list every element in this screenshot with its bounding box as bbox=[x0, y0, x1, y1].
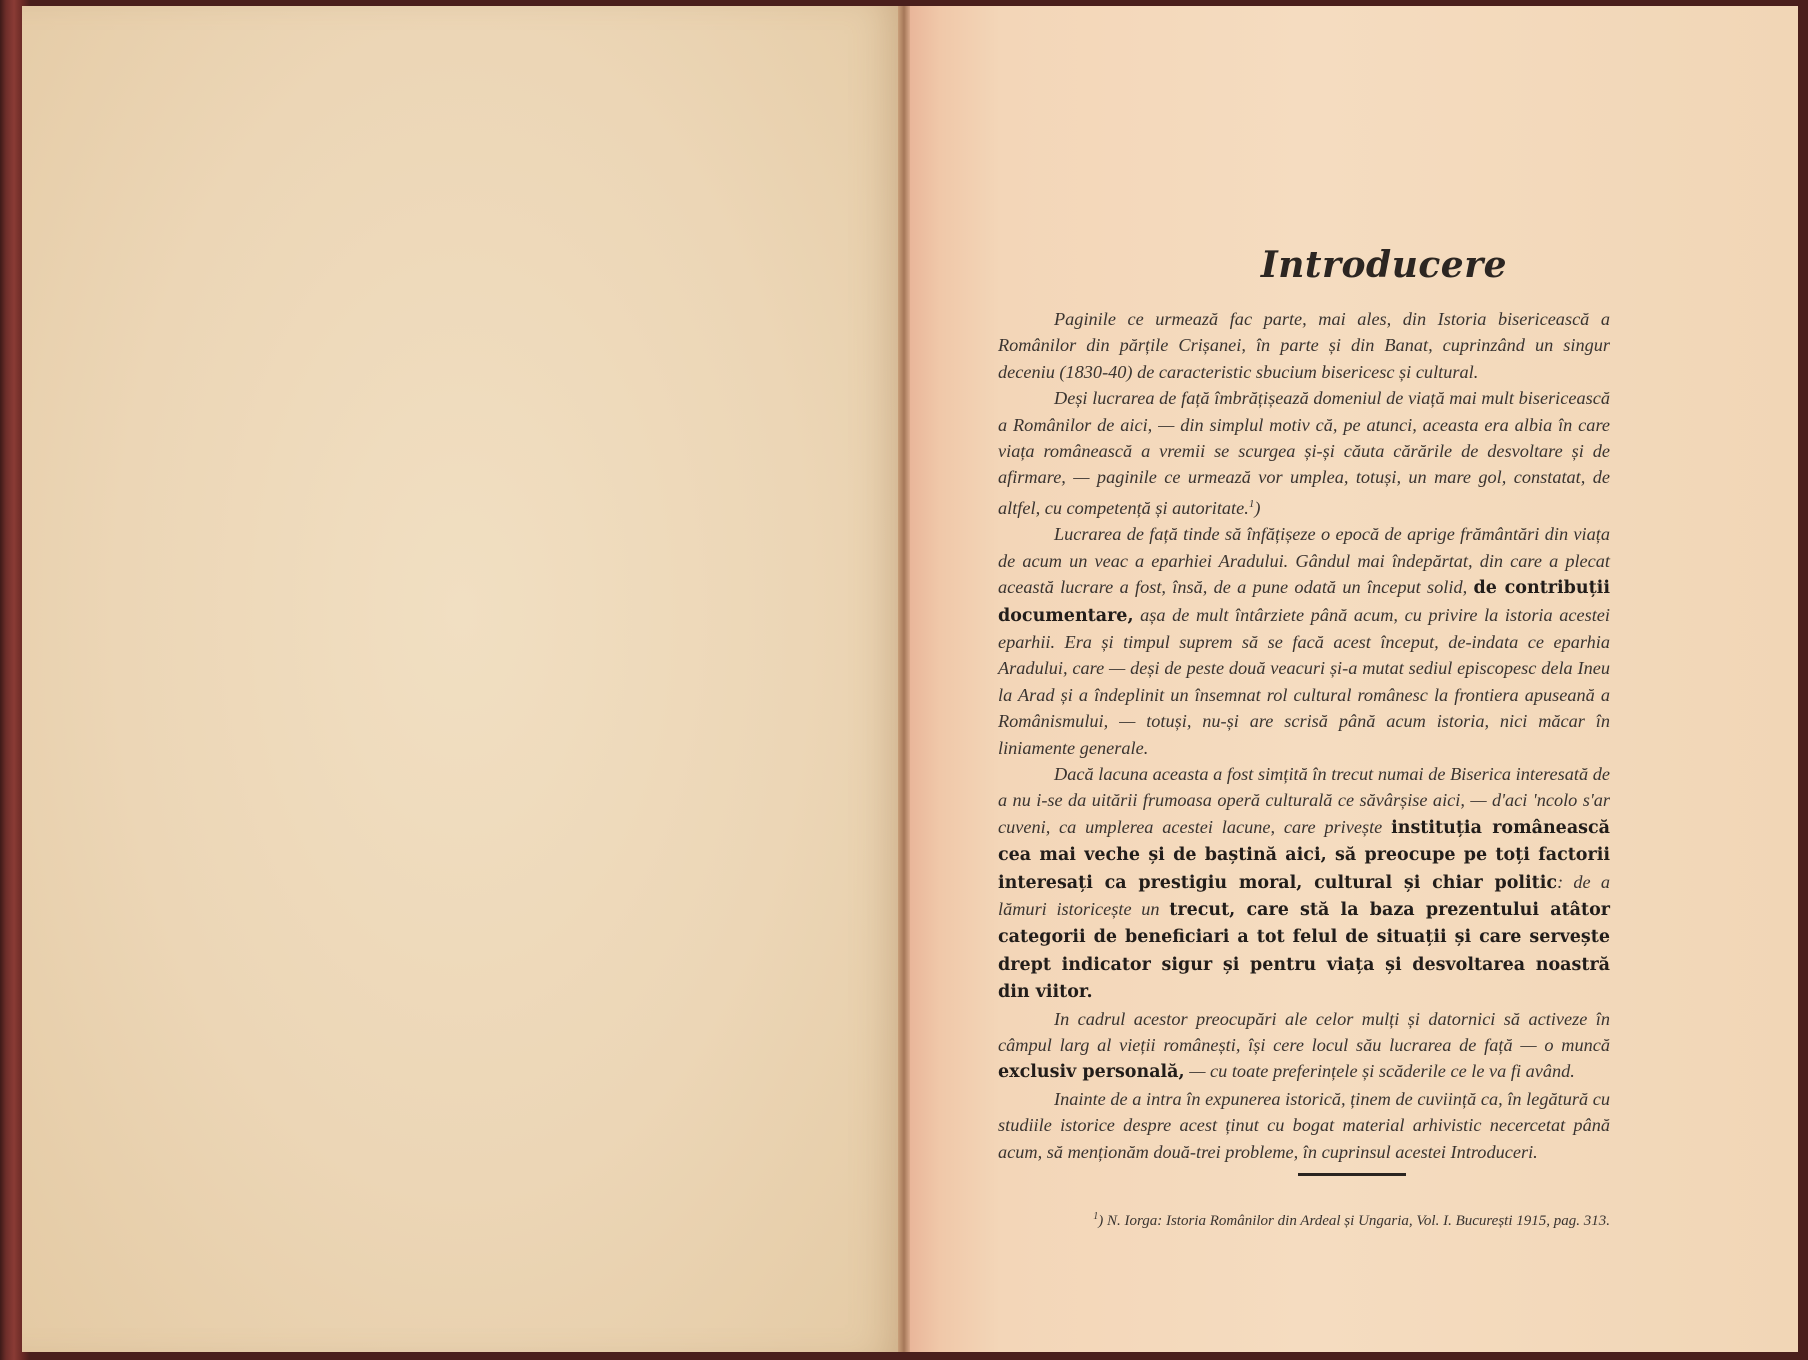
footnote-text: ) N. Iorga: Istoria Românilor din Ardeal și Ungaria, Vol. I. București 1915, pag. 313. bbox=[1098, 1213, 1610, 1229]
text-run: — cu toate preferințele și scăderile ce le va fi având. bbox=[1184, 1061, 1575, 1082]
left-page-blank bbox=[22, 6, 902, 1352]
text-run: Inainte de a intra în expunerea istorică, ținem de cuviință ca, în legătură cu studiile istorice despre acest ținut cu bogat material arhivistic necercetat până acum, să menționăm două-trei probleme, în cuprinsul acestei Introduceri. bbox=[998, 1088, 1610, 1162]
paragraph bbox=[998, 1086, 1610, 1165]
footnote-reference: 1 bbox=[1248, 497, 1255, 510]
bold-text: exclusiv personală, bbox=[998, 1062, 1185, 1083]
paragraph bbox=[998, 306, 1610, 385]
body-text bbox=[998, 306, 1610, 1165]
bold-text: de contribuții documentare, bbox=[998, 578, 1610, 626]
paragraph bbox=[998, 521, 1610, 761]
text-run: Paginile ce urmează fac parte, mai ales, din Istoria bisericească a Românilor din părțile Crișanei, în parte și din Banat, cuprinzând un singur deceniu (1830-40) de caracteristic sbucium bisericesc și cultural. bbox=[998, 309, 1610, 382]
text-run: Lucrarea de față tinde să înfățișeze o epocă de aprige frământări din viața de acum un veac a eparhiei Aradului. Gândul mai îndepărtat, din care a plecat această lucrare a fost, însă, de a pune odată un început solid, bbox=[998, 524, 1610, 598]
paragraph bbox=[998, 385, 1610, 521]
text-run: așa de mult întârziete până acum, cu privire la istoria acestei eparhii. Era și timpul suprem să se facă acest început, de-indata ce eparhia Aradului, care — deși de peste două veacuri și-a mutat sediul episcopesc dela Ineu la Arad și a îndeplinit un însemnat rol cultural românesc la frontiera apuseană a Românismului, — totuși, nu-și are scrisă până acum istoria, nici măcar în liniamente generale. bbox=[998, 604, 1610, 758]
text-run: Deși lucrarea de față îmbrățișează domeniul de viață mai mult bisericească a Românilor de aici, — din simplul motiv că, pe atunci, aceasta era albia în care viața românească a vremii se scurgea și-și căuta cărările de desvoltare și de afirmare, — paginile ce urmează vor umplea, totuși, un mare gol, constatat, de altfel, cu competență și autoritate. bbox=[998, 388, 1610, 518]
footnote-rule bbox=[1298, 1173, 1406, 1176]
paragraph bbox=[998, 1006, 1610, 1086]
text-run: : de a lămuri istoricește un bbox=[998, 871, 1611, 920]
text-run: In cadrul acestor preocupări ale celor mulți și datornici să activeze în câmpul larg al vieții românești, își cere locul său lucrarea de față — o muncă bbox=[998, 1008, 1610, 1056]
text-run: Dacă lacuna aceasta a fost simțită în trecut numai de Biserica interesată de a nu i-se da uitării frumoasa operă culturală ce săvârșise aici, — d'aci 'ncolo s'ar cuveni, ca umplerea acestei lacune, care privește bbox=[998, 764, 1610, 837]
page-title: Introducere bbox=[1260, 244, 1508, 286]
bold-text: instituția românească cea mai veche și de baștină aici, să preocupe pe toți factorii interesați ca prestigiu moral, cultural și chiar politic bbox=[998, 817, 1611, 893]
bold-text: trecut, care stă la baza prezentului atâtor categorii de beneficiari a tot felul de situații și care servește drept indicator sigur și pentru viața și desvoltarea noastră din viitor. bbox=[998, 900, 1611, 1003]
text-run: ) bbox=[1254, 497, 1261, 518]
right-page bbox=[910, 6, 1798, 1352]
paragraph bbox=[998, 761, 1610, 1006]
footnote-marker: 1 bbox=[1093, 1211, 1099, 1222]
footnote bbox=[1010, 1211, 1610, 1230]
